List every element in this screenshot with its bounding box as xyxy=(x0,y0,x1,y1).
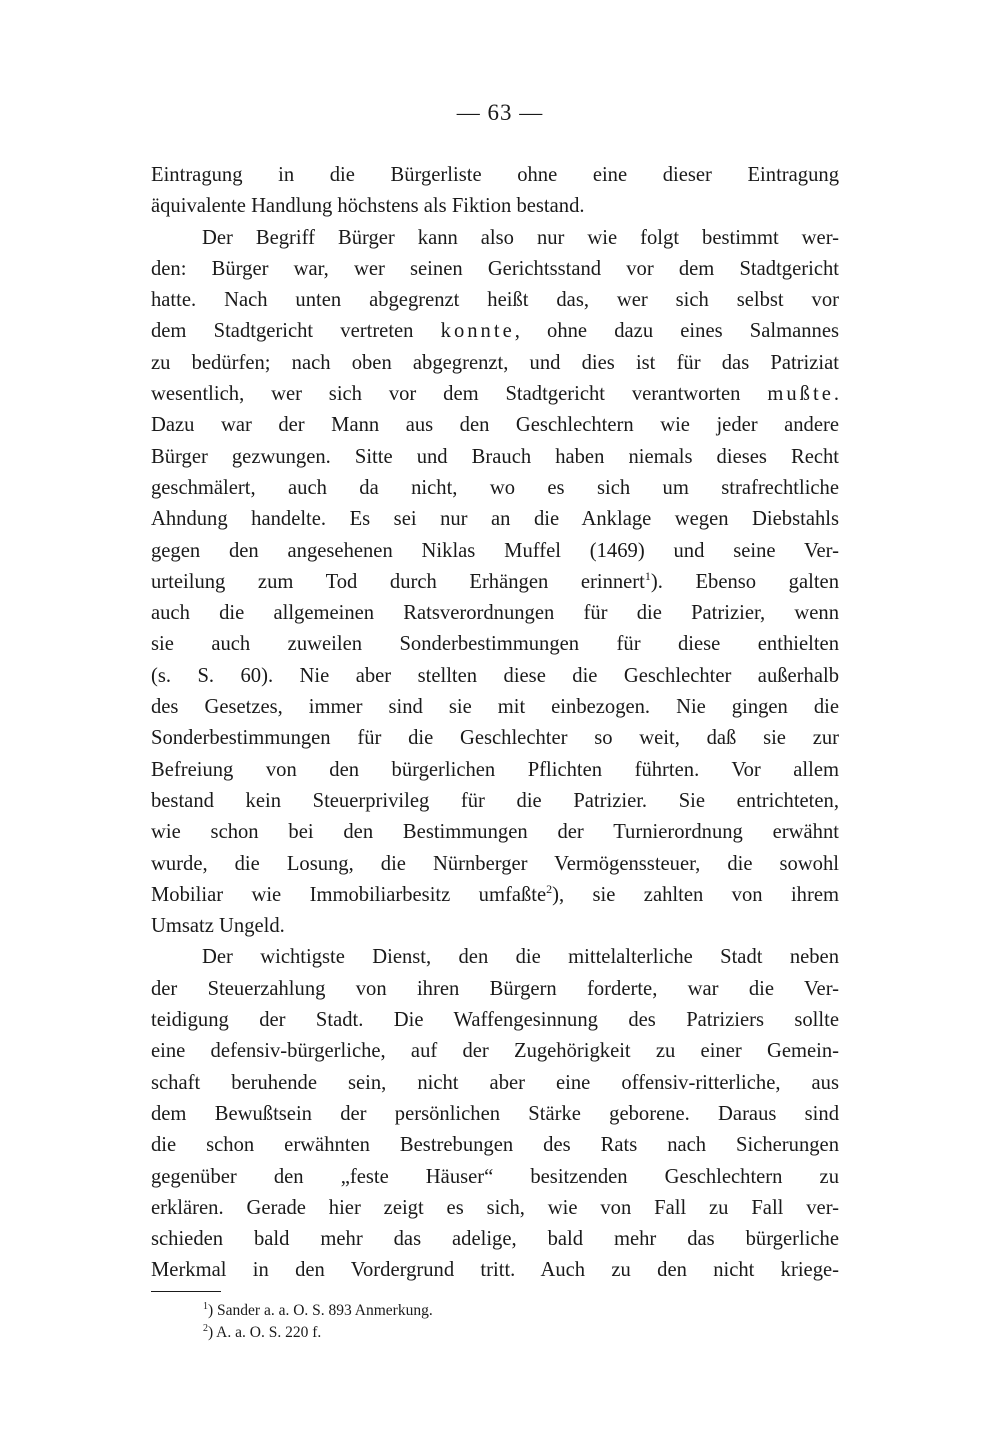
text-line: hatte. Nach unten abgegrenzt heißt das, wer sich selbst vor xyxy=(151,289,839,312)
footnote-reference: 1 xyxy=(644,568,651,583)
text-segment: . xyxy=(833,383,839,406)
text-line: Sonderbestimmungen für die Geschlechter so weit, daß sie zur xyxy=(151,727,839,750)
text-line: Merkmal in den Vordergrund tritt. Auch zu den nicht kriege- xyxy=(151,1259,839,1282)
text-line: auch die allgemeinen Ratsverordnungen für die Patrizier, wenn xyxy=(151,602,839,625)
body-text xyxy=(151,160,839,1287)
text-line: Dazu war der Mann aus den Geschlechtern wie jeder andere xyxy=(151,414,839,437)
text-line: Befreiung von den bürgerlichen Pflichten führten. Vor allem xyxy=(151,758,839,781)
text-line: wurde, die Losung, die Nürnberger Vermögenssteuer, die sowohl xyxy=(151,852,839,875)
emphasized-word: mußte xyxy=(767,383,834,406)
text-line: schieden bald mehr das adelige, bald mehr das bürgerliche xyxy=(151,1228,839,1251)
text-line: des Gesetzes, immer sind sie mit einbezogen. Nie gingen die xyxy=(151,696,839,719)
text-line: schaft beruhende sein, nicht aber eine offensiv-ritterliche, aus xyxy=(151,1071,839,1094)
footnotes xyxy=(203,1300,703,1344)
text-line: gegen den angesehenen Niklas Muffel (1469) und seine Ver- xyxy=(151,539,839,562)
text-segment: dem Stadtgericht vertreten xyxy=(151,320,414,343)
text-line: sie auch zuweilen Sonderbestimmungen für diese enthielten xyxy=(151,633,839,656)
text-line: Der Begriff Bürger kann also nur wie folgt bestimmt wer- xyxy=(202,226,839,249)
text-segment: urteilung zum Tod durch Erhängen erinnert xyxy=(151,570,645,593)
text-line: wie schon bei den Bestimmungen der Turnierordnung erwähnt xyxy=(151,821,839,844)
text-line: erklären. Gerade hier zeigt es sich, wie von Fall zu Fall ver- xyxy=(151,1196,839,1219)
text-line: (s. S. 60). Nie aber stellten diese die Geschlechter außerhalb xyxy=(151,664,839,687)
text-line xyxy=(151,880,839,911)
text-line: eine defensiv-bürgerliche, auf der Zugehörigkeit zu einer Gemein- xyxy=(151,1040,839,1063)
text-line: Ahndung handelte. Es sei nur an die Anklage wegen Diebstahls xyxy=(151,508,839,531)
footnote-mark: 2 xyxy=(203,1323,208,1334)
text-line: äquivalente Handlung höchstens als Fiktion bestand. xyxy=(151,195,585,218)
text-line xyxy=(151,316,839,347)
text-line: gegenüber den „feste Häuser“ besitzenden Geschlechtern zu xyxy=(151,1165,839,1188)
text-line: teidigung der Stadt. Die Waffengesinnung des Patriziers sollte xyxy=(151,1009,839,1032)
footnote-text: ) A. a. O. S. 220 f. xyxy=(208,1324,322,1341)
text-segment: Mobiliar wie Immobiliarbesitz umfaßte xyxy=(151,883,547,906)
text-line: Umsatz Ungeld. xyxy=(151,915,285,938)
text-segment: wesentlich, wer sich vor dem Stadtgericht verantworten xyxy=(151,383,741,406)
footnote xyxy=(203,1300,703,1322)
text-line: zu bedürfen; nach oben abgegrenzt, und dies ist für das Patriziat xyxy=(151,351,839,374)
footnote-divider xyxy=(151,1291,221,1292)
text-line: Der wichtigste Dienst, den die mittelalterliche Stadt neben xyxy=(202,946,839,969)
text-line xyxy=(151,379,839,410)
page-number: — 63 — xyxy=(456,100,544,125)
footnote-text: ) Sander a. a. O. S. 893 Anmerkung. xyxy=(208,1302,433,1319)
footnote xyxy=(203,1322,703,1344)
text-line: Eintragung in die Bürgerliste ohne eine dieser Eintragung xyxy=(151,164,839,186)
text-segment: , ohne dazu eines Salmannes xyxy=(514,320,839,343)
text-line: geschmälert, auch da nicht, wo es sich um strafrechtliche xyxy=(151,476,839,499)
text-segment: ), sie zahlten von ihrem xyxy=(552,883,839,906)
footnote-reference: 2 xyxy=(546,881,553,896)
text-segment: ). Ebenso galten xyxy=(650,570,839,593)
emphasized-word: konnte xyxy=(440,320,515,343)
text-line: die schon erwähnten Bestrebungen des Rats nach Sicherungen xyxy=(151,1134,839,1157)
text-line: den: Bürger war, wer seinen Gerichtsstand vor dem Stadtgericht xyxy=(151,257,839,280)
text-line xyxy=(151,567,839,598)
text-line: dem Bewußtsein der persönlichen Stärke geborene. Daraus sind xyxy=(151,1102,839,1125)
text-line: Bürger gezwungen. Sitte und Brauch haben niemals dieses Recht xyxy=(151,445,839,468)
text-line: bestand kein Steuerprivileg für die Patrizier. Sie entrichteten, xyxy=(151,789,839,812)
footnote-mark: 1 xyxy=(203,1301,208,1312)
text-line: der Steuerzahlung von ihren Bürgern forderte, war die Ver- xyxy=(151,977,839,1000)
